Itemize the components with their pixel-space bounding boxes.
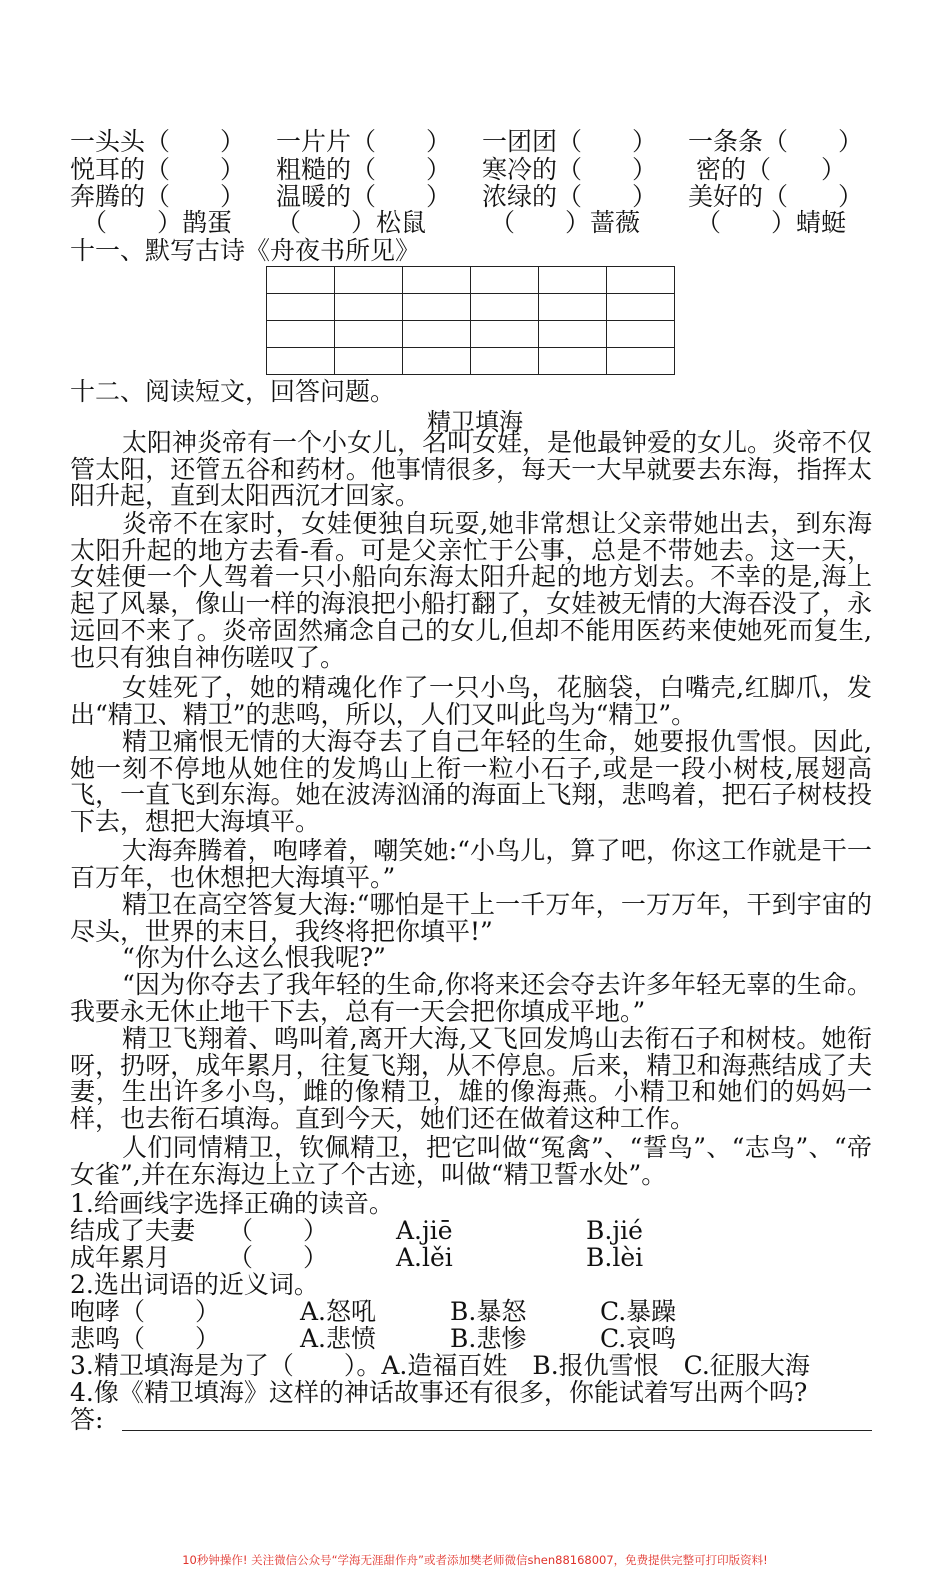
question-3: 3.精卫填海是为了（ ）。A.造福百姓 B.报仇雪恨 C.征服大海: [70, 1351, 810, 1380]
words-item: 粗糙的（ ）: [276, 155, 452, 184]
section-12-title: 十二、阅读短文，回答问题。: [70, 377, 396, 406]
q2-option-a[interactable]: A.怒吼: [300, 1297, 377, 1326]
question-2-title: 2.选出词语的近义词。: [70, 1270, 319, 1299]
q2-option-c[interactable]: C.暴躁: [600, 1297, 677, 1326]
words-item: 寒冷的（ ）: [482, 155, 658, 184]
words-item: 一头头（ ）: [70, 127, 246, 156]
q2-word: 咆哮（ ）: [70, 1297, 221, 1326]
q2-option-b[interactable]: B.悲惨: [450, 1324, 527, 1353]
q2-option-c[interactable]: C.哀鸣: [600, 1324, 677, 1353]
story-paragraph: 精卫飞翔着、鸣叫着,离开大海,又飞回发鸠山去衔石子和树枝。她衔呀，扔呀，成年累月，往复飞翔，从不停息。后来，精卫和海燕结成了夫妻，生出许多小鸟，雌的像精卫，雄的像海燕。小精卫和她们的妈妈一样，也去衔石填海。直到今天，她们还在做着这种工作。: [70, 1024, 872, 1134]
story-paragraph: 人们同情精卫，钦佩精卫，把它叫做“冤禽”、“誓鸟”、“志鸟”、“帝女雀”,并在东海边上立了个古迹，叫做“精卫誓水处”。: [70, 1133, 872, 1189]
words-item: 温暖的（ ）: [276, 182, 452, 211]
q1-option-a[interactable]: A.lěi: [396, 1243, 453, 1272]
q1-answer-blank[interactable]: （ ）: [228, 1243, 329, 1272]
answer-line[interactable]: [122, 1430, 872, 1431]
q1-option-a[interactable]: A.jiē: [396, 1216, 453, 1245]
q1-option-b[interactable]: B.jié: [586, 1216, 643, 1245]
words-item: 一团团（ ）: [482, 127, 658, 156]
words-item: 悦耳的（ ）: [70, 155, 246, 184]
story-paragraph: 精卫痛恨无情的大海夺去了自己年轻的生命，她要报仇雪恨。因此,她一刻不停地从她住的发鸠山上衔一粒小石子,或是一段小树枝,展翅高飞，一直飞到东海。她在波涛汹涌的海面上飞翔，悲鸣着，把石子树枝投下去，想把大海填平。: [70, 727, 872, 837]
story-paragraph: “你为什么这么恨我呢?”: [122, 943, 386, 972]
words-item: （ ）松鼠: [276, 208, 427, 237]
words-item: 密的（ ）: [696, 155, 847, 184]
q1-option-b[interactable]: B.lèi: [586, 1243, 644, 1272]
footer-notice: 10秒钟操作! 关注微信公众号“学海无涯甜作舟”或者添加樊老师微信shen88168007，免费提供完整可打印版资料!: [182, 1553, 768, 1567]
story-paragraph: 炎帝不在家时，女娃便独自玩耍,她非常想让父亲带她出去，到东海太阳升起的地方去看-看。可是父亲忙于公事，总是不带她去。这一天，女娃便一个人驾着一只小船向东海太阳升起的地方划去。不幸的是,海上起了风暴，像山一样的海浪把小船打翻了，女娃被无情的大海吞没了，永远回不来了。炎帝固然痛念自己的女儿,但却不能用医药来使她死而复生,也只有独自神伤嗟叹了。: [70, 509, 872, 672]
q1-word: 成年累月: [70, 1243, 171, 1272]
words-item: 一片片（ ）: [276, 127, 452, 156]
section-11-title: 十一、默写古诗《舟夜书所见》: [70, 236, 421, 265]
words-item: 奔腾的（ ）: [70, 182, 246, 211]
story-paragraph: 大海奔腾着，咆哮着，嘲笑她:“小鸟儿，算了吧，你这工作就是干一百万年，也休想把大海填平。”: [70, 836, 872, 892]
story-paragraph: 太阳神炎帝有一个小女儿，名叫女娃，是他最钟爱的女儿。炎帝不仅管太阳，还管五谷和药材。他事情很多，每天一大早就要去东海，指挥太阳升起，直到太阳西沉才回家。: [70, 428, 873, 511]
q2-option-a[interactable]: A.悲愤: [300, 1324, 377, 1353]
words-item: （ ）鹊蛋: [82, 208, 233, 237]
words-item: （ ）蜻蜓: [696, 208, 847, 237]
q1-answer-blank[interactable]: （ ）: [228, 1216, 329, 1245]
story-paragraph: 女娃死了，她的精魂化作了一只小鸟，花脑袋，白嘴壳,红脚爪，发出“精卫、精卫”的悲鸣，所以，人们又叫此鸟为“精卫”。: [70, 673, 872, 729]
words-item: 一条条（ ）: [688, 127, 864, 156]
q1-word: 结成了夫妻: [70, 1216, 196, 1245]
poem-writing-grid[interactable]: [266, 266, 675, 375]
q2-word: 悲鸣（ ）: [70, 1324, 221, 1353]
words-item: 浓绿的（ ）: [482, 182, 658, 211]
words-item: 美好的（ ）: [688, 182, 864, 211]
story-paragraph: 精卫在高空答复大海:“哪怕是干上一千万年，一万万年，干到宇宙的尽头，世界的末日，我终将把你填平!”: [70, 890, 872, 946]
question-1-title: 1.给画线字选择正确的读音。: [70, 1189, 394, 1218]
q2-option-b[interactable]: B.暴怒: [450, 1297, 527, 1326]
question-4: 4.像《精卫填海》这样的神话故事还有很多，你能试着写出两个吗?: [70, 1378, 808, 1407]
story-paragraph: “因为你夺去了我年轻的生命,你将来还会夺去许多年轻无辜的生命。我要永无休止地干下去，总有一天会把你填成平地。”: [70, 970, 872, 1026]
words-item: （ ）蔷薇: [490, 208, 641, 237]
answer-label: 答:: [70, 1405, 104, 1434]
story-title: 精卫填海: [427, 408, 523, 436]
